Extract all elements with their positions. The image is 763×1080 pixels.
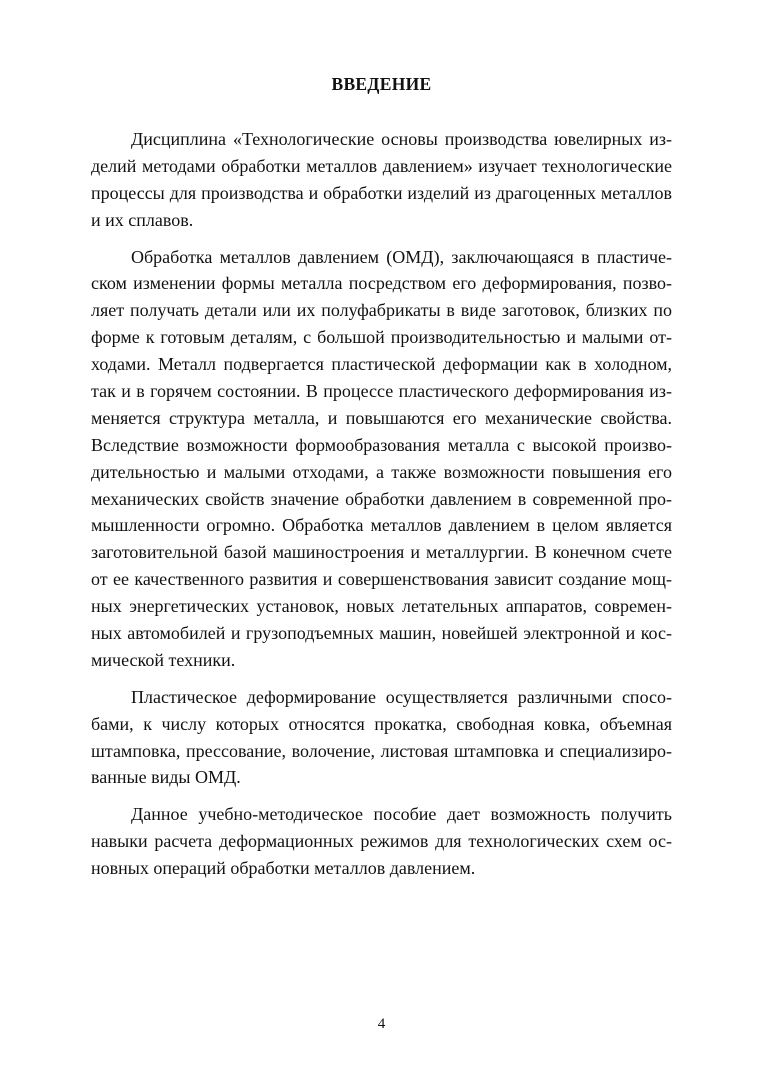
text-line: ском изменении формы металла посредством его деформирования, позво- bbox=[91, 273, 672, 294]
text-line: ванные виды ОМД. bbox=[91, 767, 241, 788]
text-line: ных энергетических установок, новых летательных аппаратов, современ- bbox=[91, 596, 672, 617]
paragraph bbox=[91, 244, 672, 674]
text-line: процессы для производства и обработки изделий из драгоценных металлов bbox=[91, 182, 672, 203]
text-line: Вследствие возможности формообразования металла с высокой произво- bbox=[91, 434, 672, 455]
text-line: бами, к числу которых относятся прокатка, свободная ковка, объемная bbox=[91, 713, 672, 734]
text-line: Обработка металлов давлением (ОМД), заключающаяся в пластиче- bbox=[131, 246, 672, 267]
text-line: форме к готовым деталям, с большой производительностью и малыми от- bbox=[91, 327, 672, 348]
text-line: новных операций обработки металлов давлением. bbox=[91, 858, 476, 879]
text-line: от ее качественного развития и совершенствования зависит создание мощ- bbox=[91, 569, 672, 590]
text-line: ходами. Металл подвергается пластической деформации как в холодном, bbox=[91, 354, 672, 375]
text-line: так и в горячем состоянии. В процессе пластического деформирования из- bbox=[91, 381, 672, 402]
document-body bbox=[91, 126, 672, 892]
paragraph bbox=[91, 801, 672, 882]
text-line: ляет получать детали или их полуфабрикаты в виде заготовок, близких по bbox=[91, 300, 672, 321]
text-line: и их сплавов. bbox=[91, 209, 194, 230]
text-line: меняется структура металла, и повышаются его механические свойства. bbox=[91, 407, 672, 428]
page-title: ВВЕДЕНИЕ bbox=[331, 74, 432, 94]
text-line: Данное учебно-методическое пособие дает возможность получить bbox=[131, 804, 672, 825]
text-line: Пластическое деформирование осуществляется различными спосо- bbox=[131, 686, 672, 707]
text-line: мышленности огромно. Обработка металлов давлением в целом является bbox=[91, 515, 672, 536]
text-line: штамповка, прессование, волочение, листовая штамповка и специализиро- bbox=[91, 740, 672, 761]
page-number: 4 bbox=[377, 1016, 386, 1032]
text-line: дительностью и малыми отходами, а также возможности повышения его bbox=[91, 461, 672, 482]
paragraph bbox=[91, 126, 672, 234]
text-line: ных автомобилей и грузоподъемных машин, новейшей электронной и кос- bbox=[91, 623, 672, 644]
text-line: делий методами обработки металлов давлением» изучает технологические bbox=[91, 155, 672, 176]
text-line: механических свойств значение обработки давлением в современной про- bbox=[91, 488, 672, 509]
text-line: навыки расчета деформационных режимов для технологических схем ос- bbox=[91, 831, 672, 852]
text-line: Дисциплина «Технологические основы производства ювелирных из- bbox=[131, 129, 672, 149]
paragraph bbox=[91, 684, 672, 792]
text-line: заготовительной базой машиностроения и металлургии. В конечном счете bbox=[91, 542, 672, 563]
text-line: мической техники. bbox=[91, 649, 236, 670]
